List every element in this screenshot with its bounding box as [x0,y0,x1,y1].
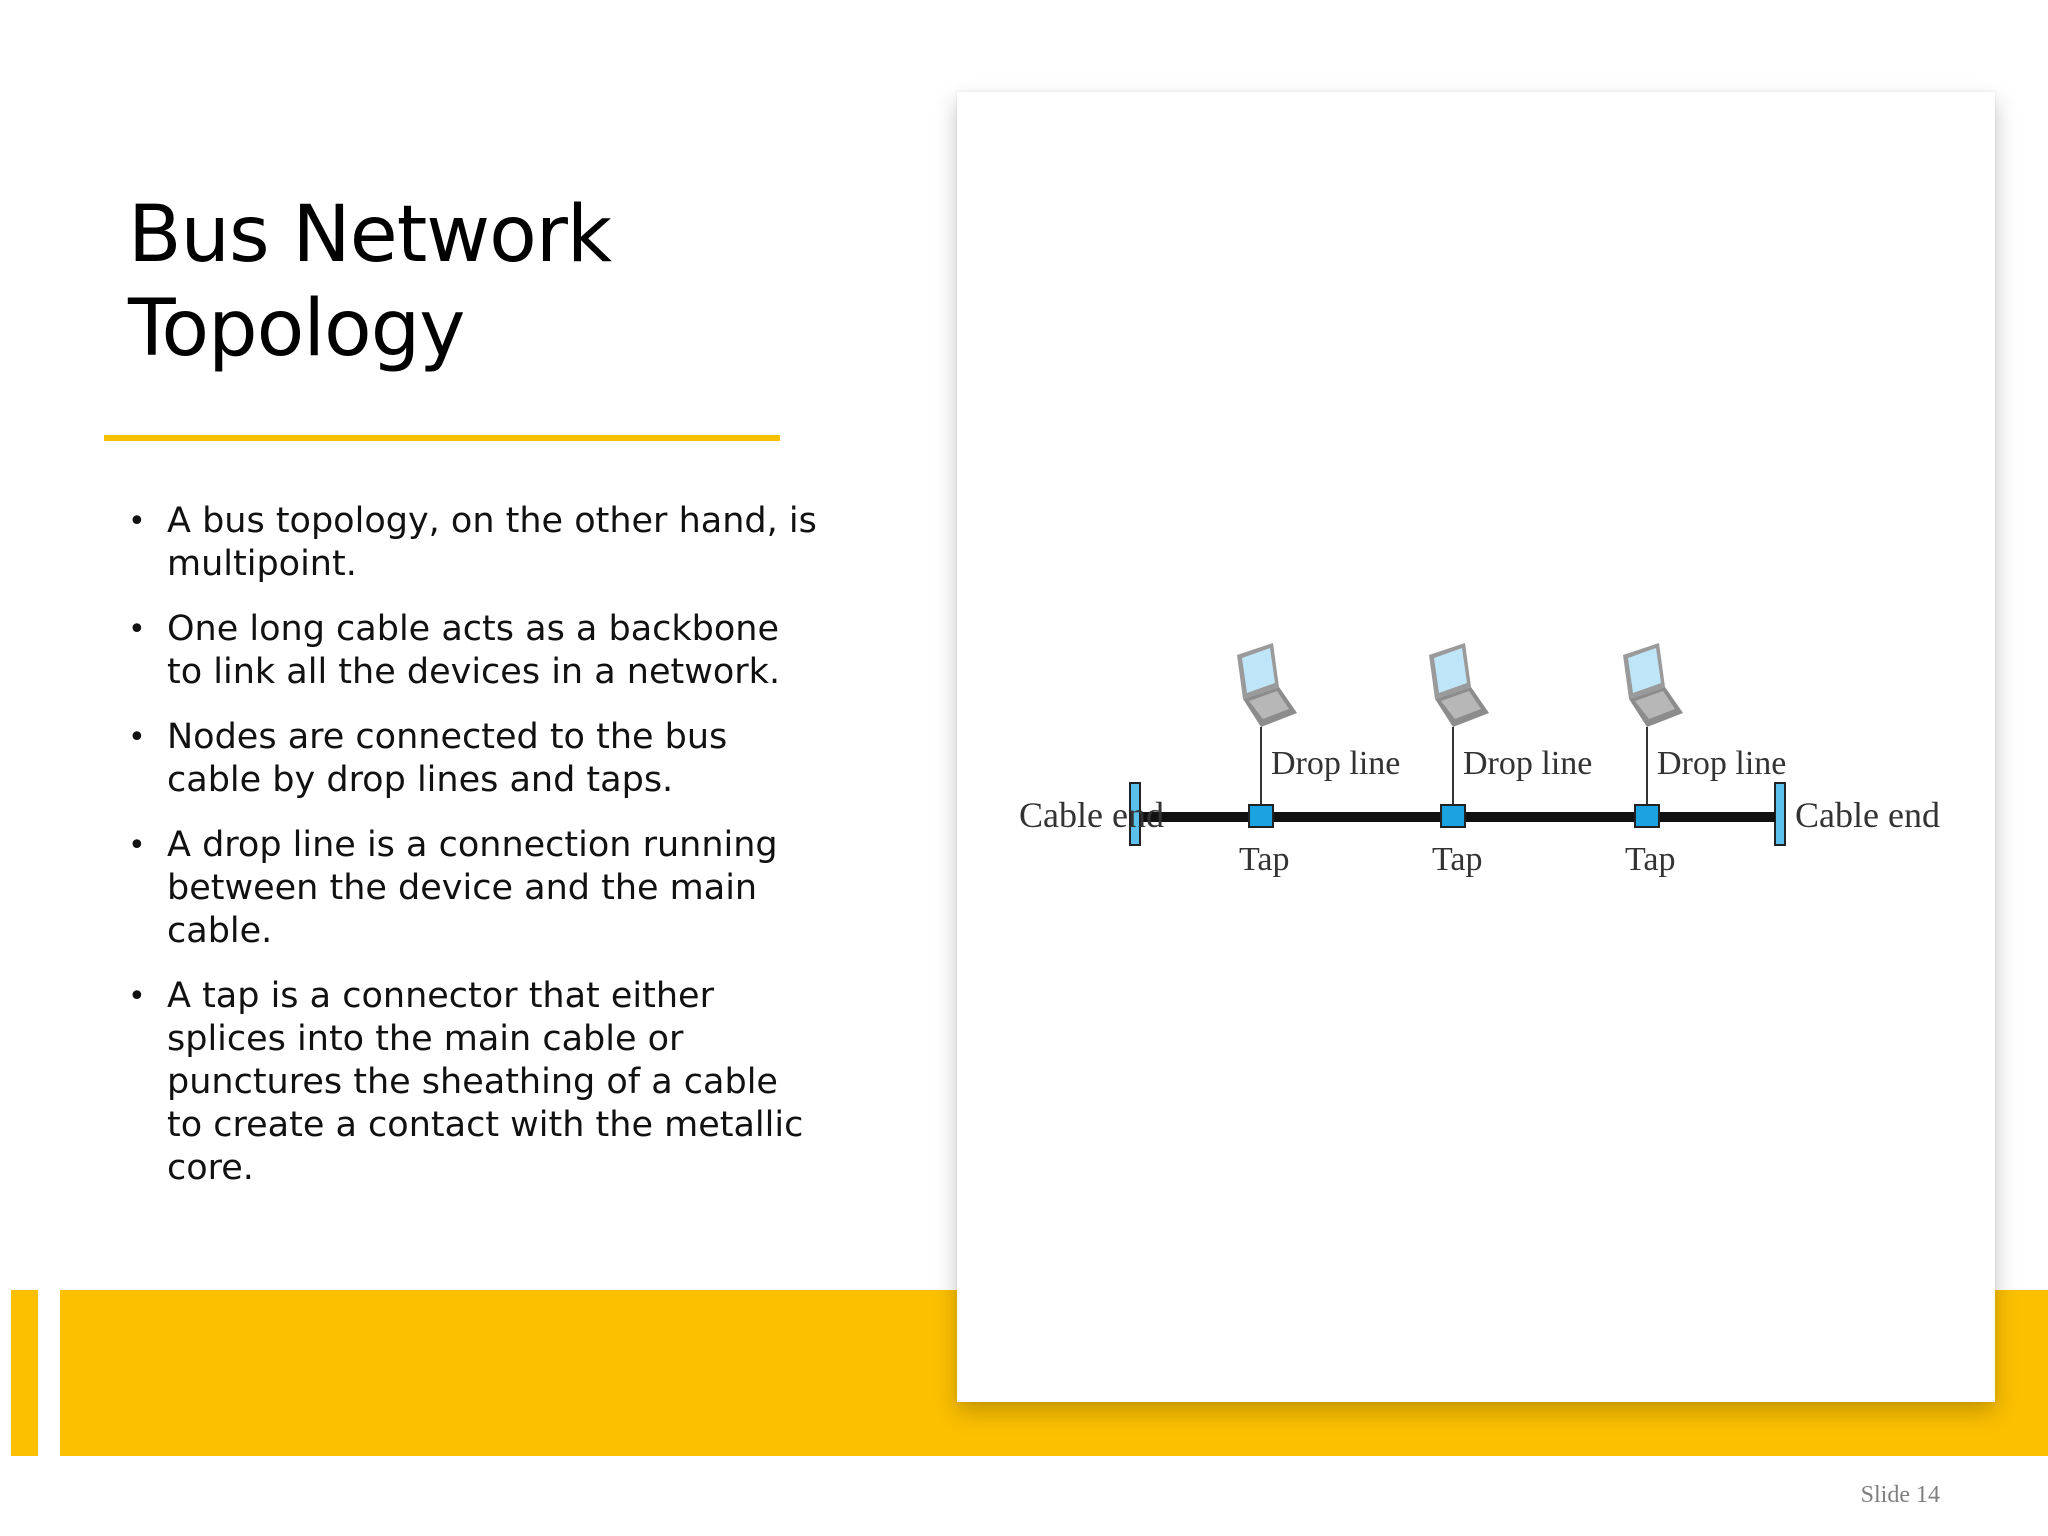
cable-end-cap-right [1775,783,1785,845]
slide-number: Slide 14 [1860,1482,1940,1508]
bullet-item: • One long cable acts as a backbone to link all the devices in a network. [128,608,818,694]
drop-line-label-1: Drop line [1271,745,1401,782]
bullet-item: • A drop line is a connection running between the device and the main cable. [128,824,818,953]
slide-title [128,188,768,376]
laptop-icon [1429,643,1489,727]
bullet-list [128,500,818,1212]
tap-label-3: Tap [1625,841,1676,878]
cable-end-label-left: Cable end [1019,795,1164,835]
tap-1 [1249,805,1273,827]
bullet-item: • A bus topology, on the other hand, is multipoint. [128,500,818,586]
tap-label-1: Tap [1239,841,1290,878]
tap-3 [1635,805,1659,827]
footer-accent-stripe [11,1290,38,1456]
diagram-panel [957,92,1995,1402]
title-underline [104,435,780,441]
tap-2 [1441,805,1465,827]
slide-title-line-2: Topology [128,284,465,374]
laptop-icon [1237,643,1297,727]
drop-line-label-3: Drop line [1657,745,1787,782]
slide-title-line-1: Bus Network [128,190,612,280]
bus-topology-diagram [957,92,1995,1402]
cable-end-label-right: Cable end [1795,795,1940,835]
tap-label-2: Tap [1432,841,1483,878]
bullet-item: • A tap is a connector that either splices into the main cable or punctures the sheathing of a cable to create a contact with the metallic core. [128,975,818,1190]
laptop-icon [1623,643,1683,727]
drop-line-label-2: Drop line [1463,745,1593,782]
bullet-item: • Nodes are connected to the bus cable by drop lines and taps. [128,716,818,802]
